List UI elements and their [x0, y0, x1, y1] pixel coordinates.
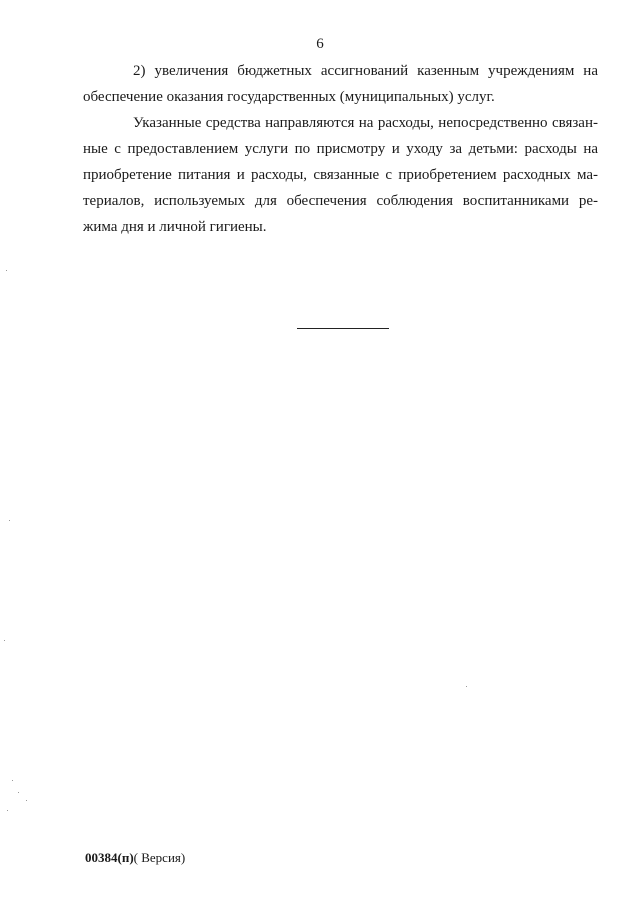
paragraph-budget-allocations — [83, 58, 598, 110]
document-version: ( Версия) — [133, 850, 186, 865]
text-line: Указанные средства направляются на расходы, непосредственно связан- — [133, 115, 598, 131]
scan-speck — [6, 270, 7, 271]
text-line: жима дня и личной гигиены. — [83, 219, 267, 235]
scan-speck — [18, 792, 19, 793]
scan-speck — [7, 810, 8, 811]
document-code: 00384(п) — [85, 850, 134, 865]
scan-speck — [466, 686, 467, 687]
text-line: 2) увеличения бюджетных ассигнований казенным учреждениям на — [133, 63, 598, 79]
document-body — [83, 58, 598, 240]
text-line: обеспечение оказания государственных (муниципальных) услуг. — [83, 89, 495, 105]
scan-speck — [12, 780, 13, 781]
section-divider — [297, 328, 389, 329]
text-line: приобретение питания и расходы, связанные с приобретением расходных ма- — [83, 167, 598, 183]
text-line: ные с предоставлением услуги по присмотру и уходу за детьми: расходы на — [83, 141, 598, 157]
text-line: териалов, используемых для обеспечения соблюдения воспитанниками ре- — [83, 193, 598, 209]
scan-speck — [26, 800, 27, 801]
scan-speck — [9, 520, 10, 521]
footer-document-code — [85, 850, 185, 866]
page-number: 6 — [316, 36, 324, 52]
scan-speck — [4, 640, 5, 641]
paragraph-expenses — [83, 110, 598, 240]
